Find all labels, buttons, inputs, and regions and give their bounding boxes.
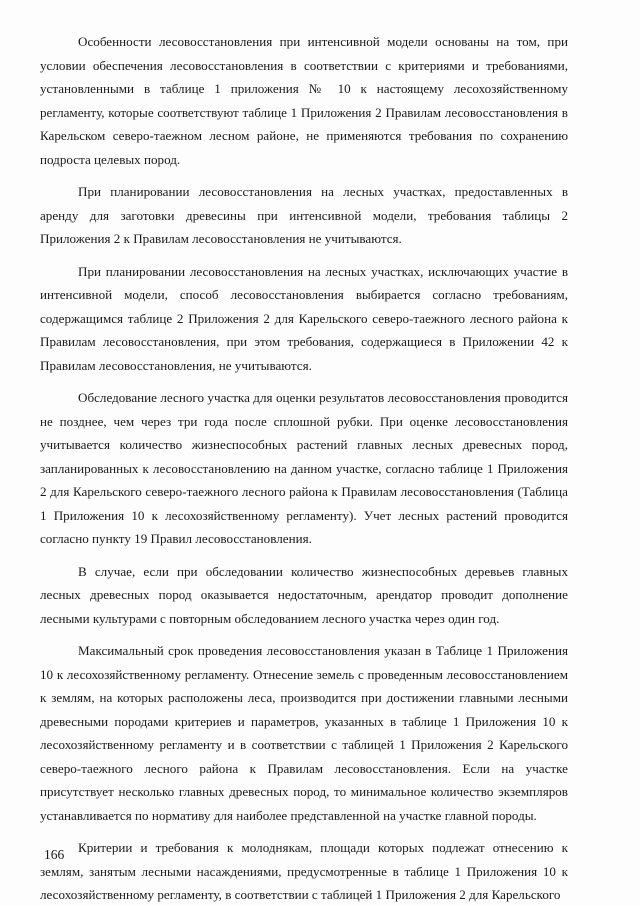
paragraph-insufficient-trees: В случае, если при обследовании количество жизнеспособных деревьев главных лесных древесных пород оказывается недостаточным, арендатор проводит дополнение лесными культурами с повторным обследованием лесного участка через один год. xyxy=(40,563,568,626)
paragraph-criteria: Критерии и требования к молоднякам, площади которых подлежат отнесению к землям, занятым лесными насаждениями, предусмотренные в таблице 1 Приложения 10 к лесохозяйственному регламенту, в соответствии с таблицей 1 Приложения 2 для Карельского xyxy=(40,840,568,902)
paragraph-max-term: Максимальный срок проведения лесовосстановления указан в Таблице 1 Приложения 10 к лесохозяйственному регламенту. Отнесение земель с проведенным лесовосстановлением к землям, на которых расположены леса, производится при достижении главными лесными древесными породами критериев и параметров, указанных в таблице 1 Приложения 10 к лесохозяйственному регламенту и в соответствии с таблицей 1 Приложения 2 Карельского северо-таежного лесного района к Правилам лесовосстановления. Если на участке присутствует несколько главных древесных пород, то минимальное количество экземпляров устанавливается по нормативу для наиболее представленной на участке главной породы. xyxy=(40,643,568,823)
paragraph-lease-planning: При планировании лесовосстановления на лесных участках, предоставленных в аренду для заготовки древесины при интенсивной модели, требования таблицы 2 Приложения 2 к Правилам лесовосстановления не учитываются. xyxy=(40,184,568,246)
paragraph-intensive-model: Особенности лесовосстановления при интенсивной модели основаны на том, при условии обеспечения лесовосстановления в соответствии с критериями и требованиями, установленными в таблице 1 приложения № 10 к настоящему лесохозяйственному регламенту, которые соответствуют таблице 1 Приложения 2 Правилам лесовосстановления в Карельском северо-таежном лесном районе, не применяются требования по сохранению подроста целевых пород. xyxy=(40,34,568,167)
document-body xyxy=(40,30,568,916)
page-number: 166 xyxy=(44,847,65,862)
paragraph-non-intensive-planning: При планировании лесовосстановления на лесных участках, исключающих участие в интенсивной модели, способ лесовосстановления выбирается согласно требованиям, содержащимся таблице 2 Приложения 2 для Карельского северо-таежного лесного района к Правилам лесовосстановления, при этом требования, содержащиеся в Приложении 42 к Правилам лесовосстановления, не учитываются. xyxy=(40,263,568,373)
paragraph-survey: Обследование лесного участка для оценки результатов лесовосстановления проводится не позднее, чем через три года после сплошной рубки. При оценке лесовосстановления учитывается количество жизнеспособных растений главных лесных древесных пород, запланированных к лесовосстановлению на данном участке, согласно таблице 1 Приложения 2 для Карельского северо-таежного лесного района к Правилам лесовосстановления (Таблица 1 Приложения 10 к лесохозяйственному регламенту). Учет лесных растений проводится согласно пункту 19 Правил лесовосстановления. xyxy=(40,390,568,546)
